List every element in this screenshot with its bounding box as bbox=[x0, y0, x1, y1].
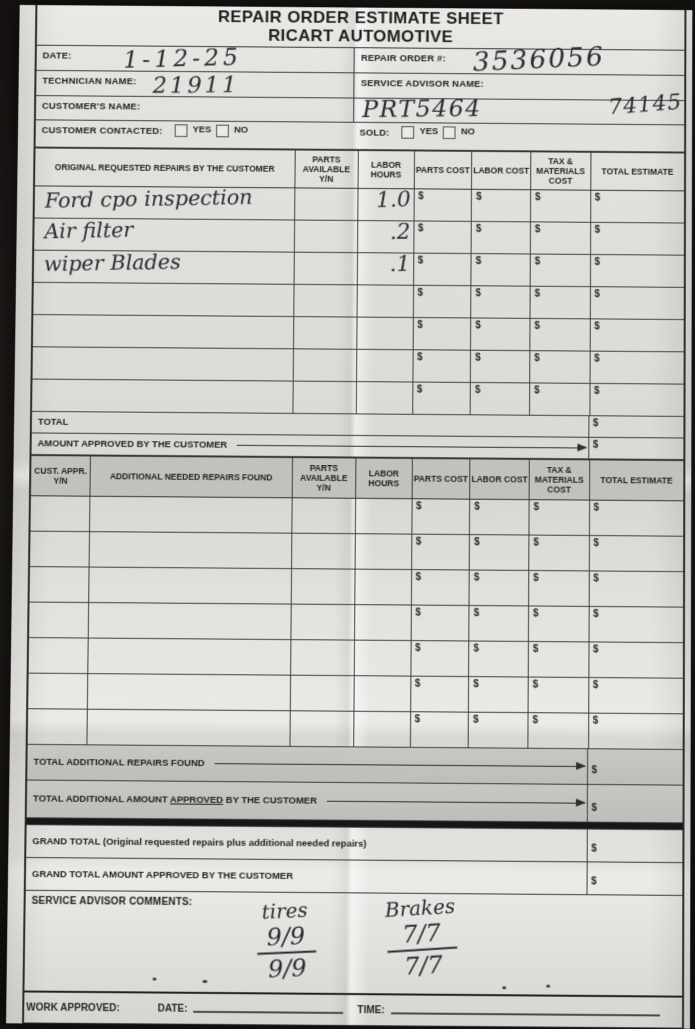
ink-dot bbox=[546, 985, 550, 988]
parts-cost-cell bbox=[410, 606, 468, 641]
arrow-right bbox=[327, 800, 585, 804]
sold-yes-checkbox bbox=[402, 126, 415, 139]
labor-hours-cell bbox=[355, 534, 411, 569]
dollar-sign: $ bbox=[532, 608, 539, 620]
labor-cost-cell bbox=[470, 383, 529, 415]
no-label: NO bbox=[460, 126, 475, 138]
dollar-sign: $ bbox=[475, 320, 481, 332]
tax-materials-cell bbox=[527, 713, 587, 748]
dollar-sign: $ bbox=[473, 537, 480, 548]
total-additional-repairs-row bbox=[27, 745, 682, 786]
description-cell bbox=[32, 380, 292, 413]
tax-materials-cell bbox=[530, 287, 590, 319]
grand-total-cell bbox=[586, 830, 682, 863]
parts-available-cell bbox=[289, 711, 353, 746]
dollar-sign: $ bbox=[534, 224, 541, 236]
time-signature-line bbox=[391, 1013, 660, 1017]
ink-dot bbox=[202, 980, 207, 983]
dollar-sign: $ bbox=[417, 319, 423, 331]
dollar-sign: $ bbox=[417, 287, 424, 299]
dollar-sign: $ bbox=[417, 223, 424, 235]
labor-cost-cell bbox=[469, 500, 529, 535]
parts-available-cell bbox=[293, 317, 357, 349]
service-advisor-label: SERVICE ADVISOR NAME: bbox=[360, 78, 484, 90]
dollar-sign: $ bbox=[593, 573, 599, 585]
handwritten-technician: 21911 bbox=[152, 72, 240, 99]
cust-appr-cell bbox=[28, 709, 87, 744]
total-label: TOTAL bbox=[37, 416, 69, 428]
comments-body bbox=[24, 891, 682, 996]
dollar-sign: $ bbox=[416, 501, 422, 513]
additional-repairs-table bbox=[27, 455, 684, 823]
parts-available-cell bbox=[294, 188, 358, 220]
parts-available-cell bbox=[290, 640, 354, 675]
tax-materials-cell bbox=[529, 383, 589, 415]
dollar-sign: $ bbox=[592, 715, 599, 727]
parts-cost-cell bbox=[413, 254, 471, 286]
parts-cost-cell bbox=[413, 189, 471, 221]
header-total-estimate: TOTAL ESTIMATE bbox=[590, 153, 684, 191]
cust-appr-cell bbox=[29, 603, 88, 638]
description-cell bbox=[32, 347, 292, 380]
header-tax-materials: TAX & MATERIALS COST bbox=[529, 460, 589, 500]
dollar-sign: $ bbox=[473, 643, 479, 655]
table-row bbox=[28, 674, 683, 715]
table-row bbox=[29, 638, 683, 679]
labor-cost-cell bbox=[470, 286, 529, 318]
dollar-sign: $ bbox=[533, 537, 539, 549]
dollar-sign: $ bbox=[474, 384, 481, 396]
handwritten-labor-hours: 1.0 bbox=[375, 187, 411, 213]
dollar-sign: $ bbox=[475, 352, 481, 364]
total-estimate-cell bbox=[589, 319, 683, 351]
cust-appr-cell bbox=[30, 532, 89, 567]
handwritten-repair-order-number: 3536056 bbox=[472, 41, 606, 78]
handwritten-labor-hours: .1 bbox=[388, 252, 411, 278]
header-additional-description: ADDITIONAL NEEDED REPAIRS FOUND bbox=[90, 456, 292, 497]
dollar-sign: $ bbox=[594, 256, 601, 268]
handwritten-labor-hours: .2 bbox=[389, 220, 411, 245]
parts-available-cell bbox=[293, 220, 357, 252]
table-row bbox=[33, 283, 683, 320]
labor-hours-cell bbox=[354, 605, 410, 640]
handwritten-repair-description: wiper Blades bbox=[43, 250, 181, 276]
labor-cost-cell bbox=[468, 713, 528, 748]
labor-hours-cell bbox=[356, 350, 412, 382]
repair-order-label: REPAIR ORDER #: bbox=[360, 53, 446, 65]
handwritten-repair-description: Ford cpo inspection bbox=[44, 185, 253, 213]
total-additional-approved-label: TOTAL ADDITIONAL AMOUNT APPROVED BY THE CUSTOMER bbox=[32, 793, 317, 807]
table-row bbox=[30, 567, 684, 608]
total-estimate-cell bbox=[590, 223, 684, 255]
tax-materials-cell bbox=[529, 351, 589, 383]
dollar-sign: $ bbox=[593, 385, 600, 397]
dollar-sign: $ bbox=[535, 192, 541, 203]
advisor-value-cell bbox=[354, 90, 685, 125]
header-parts-available: PARTS AVAILABLE Y/N bbox=[291, 458, 355, 498]
table-row bbox=[33, 315, 684, 352]
grand-total-approved-row bbox=[26, 858, 683, 896]
sold-cell bbox=[353, 123, 684, 152]
dollar-sign: $ bbox=[415, 607, 421, 619]
labor-hours-cell bbox=[354, 570, 410, 605]
labor-cost-cell bbox=[471, 190, 530, 222]
dollar-sign: $ bbox=[417, 352, 423, 364]
customer-contacted-row bbox=[36, 120, 685, 152]
header-total-estimate: TOTAL ESTIMATE bbox=[589, 460, 684, 500]
parts-available-cell bbox=[293, 253, 357, 285]
original-repairs-body bbox=[32, 186, 684, 417]
dollar-sign: $ bbox=[533, 572, 539, 584]
cust-appr-cell bbox=[30, 567, 89, 602]
additional-repairs-header bbox=[31, 455, 683, 501]
customer-name-cell bbox=[36, 96, 354, 122]
date-label: DATE: bbox=[42, 50, 72, 62]
dollar-sign: $ bbox=[534, 320, 540, 332]
table-row bbox=[29, 603, 683, 644]
dollar-sign: $ bbox=[594, 289, 600, 300]
tax-materials-cell bbox=[528, 642, 588, 677]
total-estimate-cell bbox=[589, 255, 683, 287]
sold-no-checkbox bbox=[443, 127, 456, 140]
dollar-sign: $ bbox=[592, 679, 599, 691]
dollar-sign: $ bbox=[591, 843, 597, 855]
description-cell bbox=[33, 315, 293, 348]
additional-repairs-body bbox=[28, 496, 684, 750]
parts-cost-cell bbox=[412, 318, 470, 350]
description-cell bbox=[89, 497, 291, 533]
dollar-sign: $ bbox=[591, 765, 598, 777]
tax-materials-cell bbox=[530, 254, 590, 286]
parts-cost-cell bbox=[412, 350, 470, 382]
service-advisor-comments-section bbox=[24, 891, 682, 998]
dollar-sign: $ bbox=[532, 679, 539, 691]
ink-dot bbox=[152, 978, 156, 981]
labor-cost-cell bbox=[471, 254, 530, 286]
labor-hours-cell bbox=[354, 641, 410, 676]
tax-materials-cell bbox=[530, 190, 590, 222]
dollar-sign: $ bbox=[592, 418, 599, 430]
tax-materials-cell bbox=[530, 222, 590, 254]
footer-date-label: DATE: bbox=[157, 1003, 188, 1015]
tax-materials-cell bbox=[528, 500, 588, 535]
approval-footer bbox=[24, 992, 682, 1027]
dollar-sign: $ bbox=[475, 191, 482, 203]
labor-hours-cell bbox=[356, 318, 412, 350]
parts-available-cell bbox=[291, 534, 355, 569]
total-estimate-cell bbox=[588, 571, 683, 606]
dollar-sign: $ bbox=[416, 384, 423, 396]
parts-cost-cell bbox=[413, 221, 471, 253]
cust-appr-cell bbox=[29, 638, 88, 673]
dollar-sign: $ bbox=[532, 715, 539, 727]
labor-hours-cell bbox=[353, 676, 410, 711]
total-estimate-cell bbox=[589, 287, 683, 319]
header-labor-cost: LABOR COST bbox=[471, 152, 530, 189]
dollar-sign: $ bbox=[472, 714, 479, 726]
parts-available-cell bbox=[292, 382, 356, 414]
company-name: RICART AUTOMOTIVE bbox=[268, 26, 454, 47]
total-additional-approved-row bbox=[27, 781, 683, 824]
original-repairs-header bbox=[35, 148, 684, 192]
header-labor-cost: LABOR COST bbox=[469, 459, 529, 499]
labor-cost-cell bbox=[468, 606, 528, 641]
dollar-sign: $ bbox=[593, 537, 599, 549]
total-estimate-cell bbox=[589, 384, 684, 416]
description-cell bbox=[35, 186, 294, 219]
service-advisor-comments-label: SERVICE ADVISOR COMMENTS: bbox=[31, 895, 193, 909]
header-labor-hours: LABOR HOURS bbox=[355, 459, 411, 499]
footer-time-label: TIME: bbox=[357, 1004, 385, 1016]
date-cell bbox=[37, 43, 355, 74]
date-signature-line bbox=[193, 1011, 343, 1014]
description-cell bbox=[87, 674, 290, 710]
labor-hours-cell bbox=[357, 285, 413, 317]
labor-hours-cell bbox=[357, 253, 413, 285]
total-estimate-cell bbox=[589, 352, 684, 384]
handwritten-comment-denominator: 7/7 bbox=[403, 950, 444, 981]
parts-cost-cell bbox=[410, 677, 468, 712]
ink-dot bbox=[502, 986, 506, 989]
parts-cost-cell bbox=[412, 286, 470, 318]
total-additional-repairs-label: TOTAL ADDITIONAL REPAIRS FOUND bbox=[33, 756, 205, 770]
header-parts-available: PARTS AVAILABLE Y/N bbox=[294, 150, 358, 187]
total-additional-amount-cell bbox=[587, 749, 683, 784]
dollar-sign: $ bbox=[532, 643, 539, 655]
customer-contacted-label: CUSTOMER CONTACTED: bbox=[41, 125, 163, 137]
handwritten-comment-numerator: 7/7 bbox=[386, 918, 458, 953]
original-repairs-table bbox=[31, 148, 684, 461]
dollar-sign: $ bbox=[475, 288, 481, 299]
parts-cost-cell bbox=[410, 570, 468, 605]
parts-available-cell bbox=[289, 676, 353, 711]
dollar-sign: $ bbox=[414, 714, 421, 726]
total-estimate-cell bbox=[588, 714, 683, 749]
table-row bbox=[30, 496, 683, 536]
dollar-sign: $ bbox=[475, 223, 482, 235]
amount-approved-cell bbox=[588, 438, 684, 459]
parts-available-cell bbox=[292, 349, 356, 381]
table-row bbox=[30, 532, 683, 573]
handwritten-comment-title: Brakes bbox=[384, 893, 456, 922]
grand-total-approved-label: GRAND TOTAL AMOUNT APPROVED BY THE CUSTOMER bbox=[31, 868, 294, 882]
dollar-sign: $ bbox=[415, 643, 421, 654]
labor-cost-cell bbox=[469, 570, 529, 605]
total-estimate-cell bbox=[588, 607, 683, 642]
dollar-sign: $ bbox=[593, 502, 600, 514]
sold-label: SOLD: bbox=[359, 127, 390, 139]
dollar-sign: $ bbox=[473, 607, 480, 619]
handwritten-comment bbox=[255, 898, 317, 984]
dollar-sign: $ bbox=[592, 644, 599, 656]
handwritten-comment bbox=[384, 894, 459, 982]
dollar-sign: $ bbox=[473, 572, 480, 584]
work-approved-label: WORK APPROVED: bbox=[26, 1001, 120, 1014]
no-label: NO bbox=[233, 125, 249, 136]
grand-total-row bbox=[26, 825, 682, 863]
total-estimate-cell bbox=[588, 501, 683, 536]
total-estimate-cell bbox=[590, 191, 684, 223]
header-labor-hours: LABOR HOURS bbox=[358, 151, 414, 188]
dollar-sign: $ bbox=[591, 802, 598, 814]
customer-contacted-cell bbox=[36, 120, 354, 149]
parts-cost-cell bbox=[411, 535, 469, 570]
table-row bbox=[32, 380, 684, 417]
total-estimate-cell bbox=[588, 642, 683, 677]
description-cell bbox=[87, 710, 290, 746]
yes-label: YES bbox=[419, 126, 439, 138]
labor-cost-cell bbox=[470, 318, 529, 350]
total-estimate-cell bbox=[588, 536, 683, 571]
description-cell bbox=[34, 251, 294, 284]
total-amount-cell bbox=[588, 416, 684, 437]
amount-approved-label: AMOUNT APPROVED BY THE CUSTOMER bbox=[37, 438, 228, 451]
table-row bbox=[34, 251, 684, 288]
dollar-sign: $ bbox=[415, 572, 422, 583]
handwritten-advisor-number: 74145 bbox=[607, 90, 684, 121]
technician-cell bbox=[36, 71, 354, 98]
paper-sheet bbox=[6, 5, 692, 1029]
labor-cost-cell bbox=[470, 351, 529, 383]
table-row bbox=[32, 347, 683, 384]
repair-order-cell bbox=[354, 41, 684, 78]
arrow-right bbox=[237, 445, 586, 449]
parts-cost-cell bbox=[411, 499, 469, 534]
dollar-sign: $ bbox=[475, 256, 482, 267]
description-cell bbox=[89, 532, 291, 568]
labor-hours-cell bbox=[353, 712, 410, 747]
tax-materials-cell bbox=[529, 319, 589, 351]
cust-appr-cell bbox=[30, 496, 89, 531]
dollar-sign: $ bbox=[594, 192, 601, 204]
description-cell bbox=[88, 568, 290, 604]
repair-order-form bbox=[22, 5, 686, 1029]
parts-available-cell bbox=[291, 498, 355, 533]
handwritten-date: 1-12-25 bbox=[123, 43, 243, 74]
header-description: ORIGINAL REQUESTED REPAIRS BY THE CUSTOMER bbox=[54, 162, 275, 174]
customer-contacted-yes-checkbox bbox=[175, 125, 188, 138]
handwritten-comment-denominator: 9/9 bbox=[267, 953, 308, 984]
table-row bbox=[28, 709, 683, 750]
labor-hours-cell bbox=[357, 221, 413, 253]
dollar-sign: $ bbox=[414, 678, 421, 690]
handwritten-comment-title: tires bbox=[261, 897, 309, 924]
parts-cost-cell bbox=[410, 641, 468, 676]
technician-label: TECHNICIAN NAME: bbox=[42, 75, 137, 88]
handwritten-comment-numerator: 9/9 bbox=[256, 921, 316, 954]
dollar-sign: $ bbox=[534, 288, 541, 300]
parts-available-cell bbox=[293, 285, 357, 317]
parts-available-cell bbox=[290, 569, 354, 604]
dollar-sign: $ bbox=[415, 536, 422, 548]
tax-materials-cell bbox=[528, 678, 588, 713]
form-title: REPAIR ORDER ESTIMATE SHEET bbox=[217, 7, 504, 29]
labor-hours-cell bbox=[357, 189, 413, 221]
description-cell bbox=[88, 603, 290, 639]
dollar-sign: $ bbox=[417, 255, 424, 267]
yes-label: YES bbox=[192, 124, 212, 136]
handwritten-repair-description: Air filter bbox=[44, 218, 134, 244]
arrow-right bbox=[215, 763, 585, 767]
tax-materials-cell bbox=[528, 571, 588, 606]
description-cell bbox=[34, 218, 293, 251]
dollar-sign: $ bbox=[534, 256, 541, 268]
customer-contacted-no-checkbox bbox=[216, 125, 229, 138]
dollar-sign: $ bbox=[474, 501, 480, 513]
parts-cost-cell bbox=[410, 712, 468, 747]
dollar-sign: $ bbox=[418, 191, 424, 203]
labor-cost-cell bbox=[471, 222, 530, 254]
dollar-sign: $ bbox=[594, 321, 600, 333]
tax-materials-cell bbox=[528, 536, 588, 571]
dollar-sign: $ bbox=[594, 224, 601, 236]
description-cell bbox=[88, 639, 290, 675]
labor-cost-cell bbox=[469, 535, 529, 570]
dollar-sign: $ bbox=[591, 876, 597, 888]
dollar-sign: $ bbox=[592, 439, 599, 451]
total-estimate-cell bbox=[588, 678, 683, 713]
labor-cost-cell bbox=[468, 677, 528, 712]
labor-hours-cell bbox=[355, 499, 411, 534]
handwritten-advisor-code: PRT5464 bbox=[362, 94, 483, 123]
tax-materials-cell bbox=[528, 606, 588, 641]
grand-total-approved-cell bbox=[586, 862, 682, 895]
total-additional-approved-cell bbox=[586, 785, 682, 822]
description-cell bbox=[33, 283, 293, 316]
cust-appr-cell bbox=[28, 674, 87, 709]
dollar-sign: $ bbox=[534, 353, 540, 364]
customer-name-label: CUSTOMER'S NAME: bbox=[41, 100, 141, 113]
labor-hours-cell bbox=[356, 382, 412, 414]
header-parts-cost: PARTS COST bbox=[411, 459, 469, 499]
header-cust-appr: CUST. APPR. Y/N bbox=[31, 456, 90, 496]
dollar-sign: $ bbox=[533, 502, 540, 513]
header-tax-materials: TAX & MATERIALS COST bbox=[530, 152, 590, 189]
header-parts-cost: PARTS COST bbox=[413, 151, 471, 188]
dollar-sign: $ bbox=[534, 385, 540, 397]
dollar-sign: $ bbox=[593, 608, 599, 620]
grand-total-label: GRAND TOTAL (Original requested repairs plus additional needed repairs) bbox=[32, 835, 367, 850]
dollar-sign: $ bbox=[473, 679, 479, 690]
parts-cost-cell bbox=[412, 383, 470, 415]
dollar-sign: $ bbox=[594, 353, 600, 365]
parts-available-cell bbox=[290, 605, 354, 640]
labor-cost-cell bbox=[468, 641, 528, 676]
